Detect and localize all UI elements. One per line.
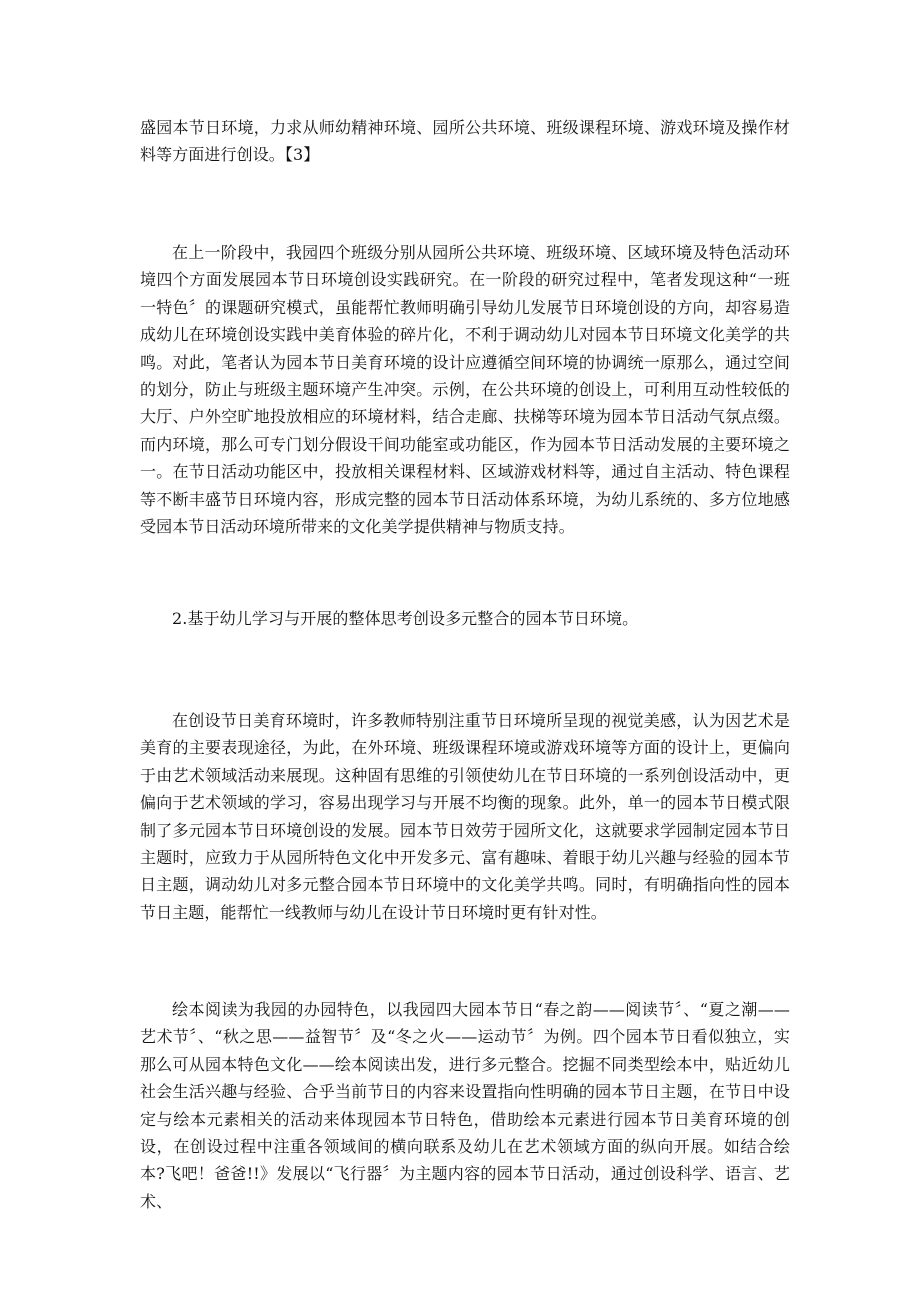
paragraph-picture-book-reading: 绘本阅读为我园的办园特色，以我园四大园本节日“春之韵——阅读节〞、“夏之潮——艺术节〞、“秋之思——益智节〞及“冬之火——运动节〞为例。四个园本节日看似独立，实那么可从园本特色文化——绘本阅读出发，进行多元整合。挖掘不同类型绘本中，贴近幼儿社会生活兴趣与经验、合乎当前节日的内容来设置指向性明确的园本节日主题，在节日中设定与绘本元素相关的活动来体现园本节日特色，借助绘本元素进行园本节日美育环境的创设，在创设过程中注重各领域间的横向联系及幼儿在艺术领域方面的纵向开展。如结合绘本?飞吧！爸爸!!》发展以“飞行器〞为主题内容的园本节日活动，通过创设科学、语言、艺术、 <box>140 1000 790 1211</box>
paragraph-space-coordination: 在上一阶段中，我园四个班级分别从园所公共环境、班级环境、区域环境及特色活动环境四个方面发展园本节日环境创设实践研究。在一阶段的研究过程中，笔者发现这种“一班一特色〞的课题研究模式，虽能帮忙教师明确引导幼儿发展节日环境创设的方向，却容易造成幼儿在环境创设实践中美育体验的碎片化，不利于调动幼儿对园本节日环境文化美学的共鸣。对此，笔者认为园本节日美育环境的设计应遵循空间环境的协调统一原那么，通过空间的划分，防止与班级主题环境产生冲突。示例，在公共环境的创设上，可利用互动性较低的大厅、户外空旷地投放相应的环境材料，结合走廊、扶梯等环境为园本节日活动气氛点缀。而内环境，那么可专门划分假设干间功能室或功能区，作为园本节日活动发展的主要环境之一。在节日活动功能区中，投放相关课程材料、区域游戏材料等，通过自主活动、特色课程等不断丰盛节日环境内容，形成完整的园本节日活动体系环境，为幼儿系统的、多方位地感受园本节日活动环境所带来的文化美学提供精神与物质支持。 <box>140 243 790 537</box>
paragraph-aesthetic-environment: 在创设节日美育环境时，许多教师特别注重节日环境所呈现的视觉美感，认为因艺术是美育的主要表现途径，为此，在外环境、班级课程环境或游戏环境等方面的设计上，更偏向于由艺术领域活动来展现。这种固有思维的引领使幼儿在节日环境的一系列创设活动中，更偏向于艺术领域的学习，容易出现学习与开展不均衡的现象。此外，单一的园本节日模式限制了多元园本节日环境创设的发展。园本节日效劳于园所文化，这就要求学园制定园本节日主题时，应致力于从园所特色文化中开发多元、富有趣味、着眼于幼儿兴趣与经验的园本节日主题，调动幼儿对多元整合园本节日环境中的文化美学共鸣。同时，有明确指向性的园本节日主题，能帮忙一线教师与幼儿在设计节日环境时更有针对性。 <box>140 711 790 922</box>
section-heading-multi-integration: 2.基于幼儿学习与开展的整体思考创设多元整合的园本节日环境。 <box>172 609 639 628</box>
paragraph-festival-environment-intro: 盛园本节日环境，力求从师幼精神环境、园所公共环境、班级课程环境、游戏环境及操作材料等方面进行创设。【3】 <box>140 118 790 165</box>
